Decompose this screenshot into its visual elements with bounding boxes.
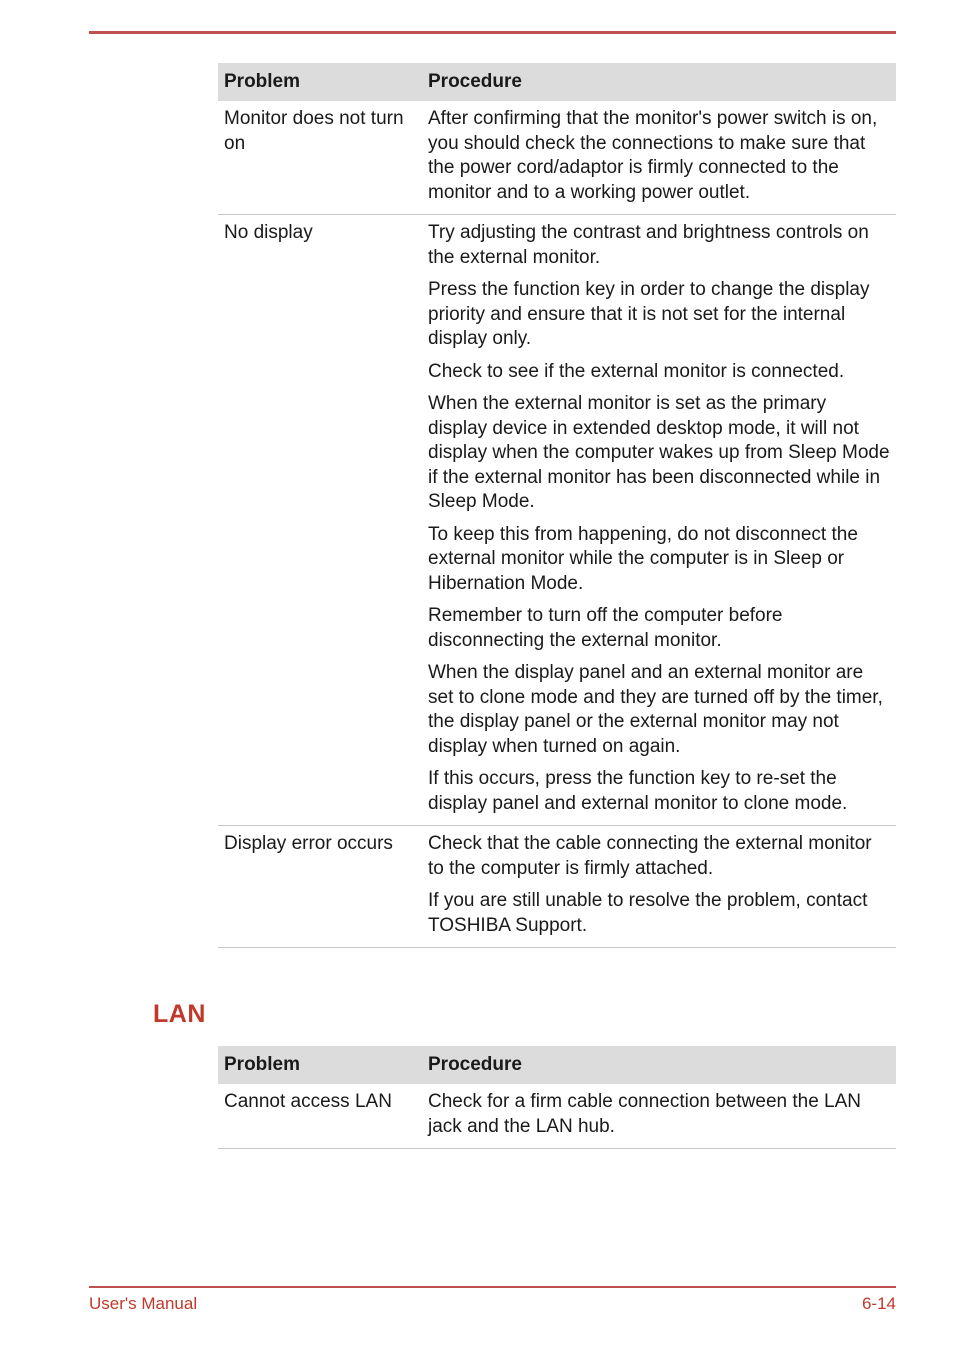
problem-cell: No display bbox=[218, 215, 422, 826]
procedure-paragraph: Remember to turn off the computer before disconnecting the external monitor. bbox=[428, 605, 783, 651]
procedure-paragraph: Check that the cable connecting the external monitor to the computer is firmly attached. bbox=[428, 833, 872, 879]
lan-troubleshooting-table bbox=[218, 1046, 896, 1149]
problem-cell: Display error occurs bbox=[218, 826, 422, 948]
procedure-paragraph: Check to see if the external monitor is connected. bbox=[428, 360, 845, 382]
footer-manual-title: User's Manual bbox=[89, 1294, 198, 1313]
problem-cell: Cannot access LAN bbox=[218, 1084, 422, 1149]
section-heading-lan: LAN bbox=[153, 1000, 206, 1028]
procedure-paragraph: Check for a firm cable connection between the LAN jack and the LAN hub. bbox=[428, 1091, 862, 1137]
table-row bbox=[218, 1084, 896, 1149]
problem-cell: Monitor does not turn on bbox=[218, 101, 422, 215]
column-header-procedure: Procedure bbox=[422, 63, 896, 101]
footer-rule bbox=[89, 1286, 896, 1288]
procedure-paragraph: To keep this from happening, do not disconnect the external monitor while the computer is in Sleep or Hibernation Mode. bbox=[428, 523, 858, 594]
procedure-cell bbox=[422, 215, 896, 826]
procedure-cell bbox=[422, 826, 896, 948]
monitor-troubleshooting-table bbox=[218, 63, 896, 948]
table-row bbox=[218, 215, 896, 826]
table-row bbox=[218, 101, 896, 215]
header-rule bbox=[89, 31, 896, 34]
table-header-row bbox=[218, 63, 896, 101]
procedure-paragraph: Press the function key in order to change the display priority and ensure that it is not set for the internal display only. bbox=[428, 279, 870, 349]
procedure-cell bbox=[422, 1084, 896, 1149]
footer-page-number: 6-14 bbox=[861, 1294, 896, 1313]
procedure-paragraph: When the external monitor is set as the primary display device in extended desktop mode, it will not display when the computer wakes up from Sleep Mode if the external monitor has been disconnected while in Sleep Mode. bbox=[428, 393, 890, 512]
table-header-row bbox=[218, 1046, 896, 1084]
column-header-problem: Problem bbox=[218, 63, 422, 101]
procedure-paragraph: If you are still unable to resolve the problem, contact TOSHIBA Support. bbox=[428, 890, 868, 936]
procedure-paragraph: After confirming that the monitor's power switch is on, you should check the connections to make sure that the power cord/adaptor is firmly connected to the monitor and to a working power outlet. bbox=[428, 108, 878, 203]
procedure-paragraph: Try adjusting the contrast and brightness controls on the external monitor. bbox=[428, 222, 869, 268]
column-header-problem: Problem bbox=[218, 1046, 422, 1084]
column-header-procedure: Procedure bbox=[422, 1046, 896, 1084]
procedure-paragraph: When the display panel and an external monitor are set to clone mode and they are turned off by the timer, the display panel or the external monitor may not display when turned on again. bbox=[428, 662, 883, 757]
procedure-paragraph: If this occurs, press the function key to re-set the display panel and external monitor to clone mode. bbox=[428, 768, 848, 814]
procedure-cell bbox=[422, 101, 896, 215]
table-row bbox=[218, 826, 896, 948]
